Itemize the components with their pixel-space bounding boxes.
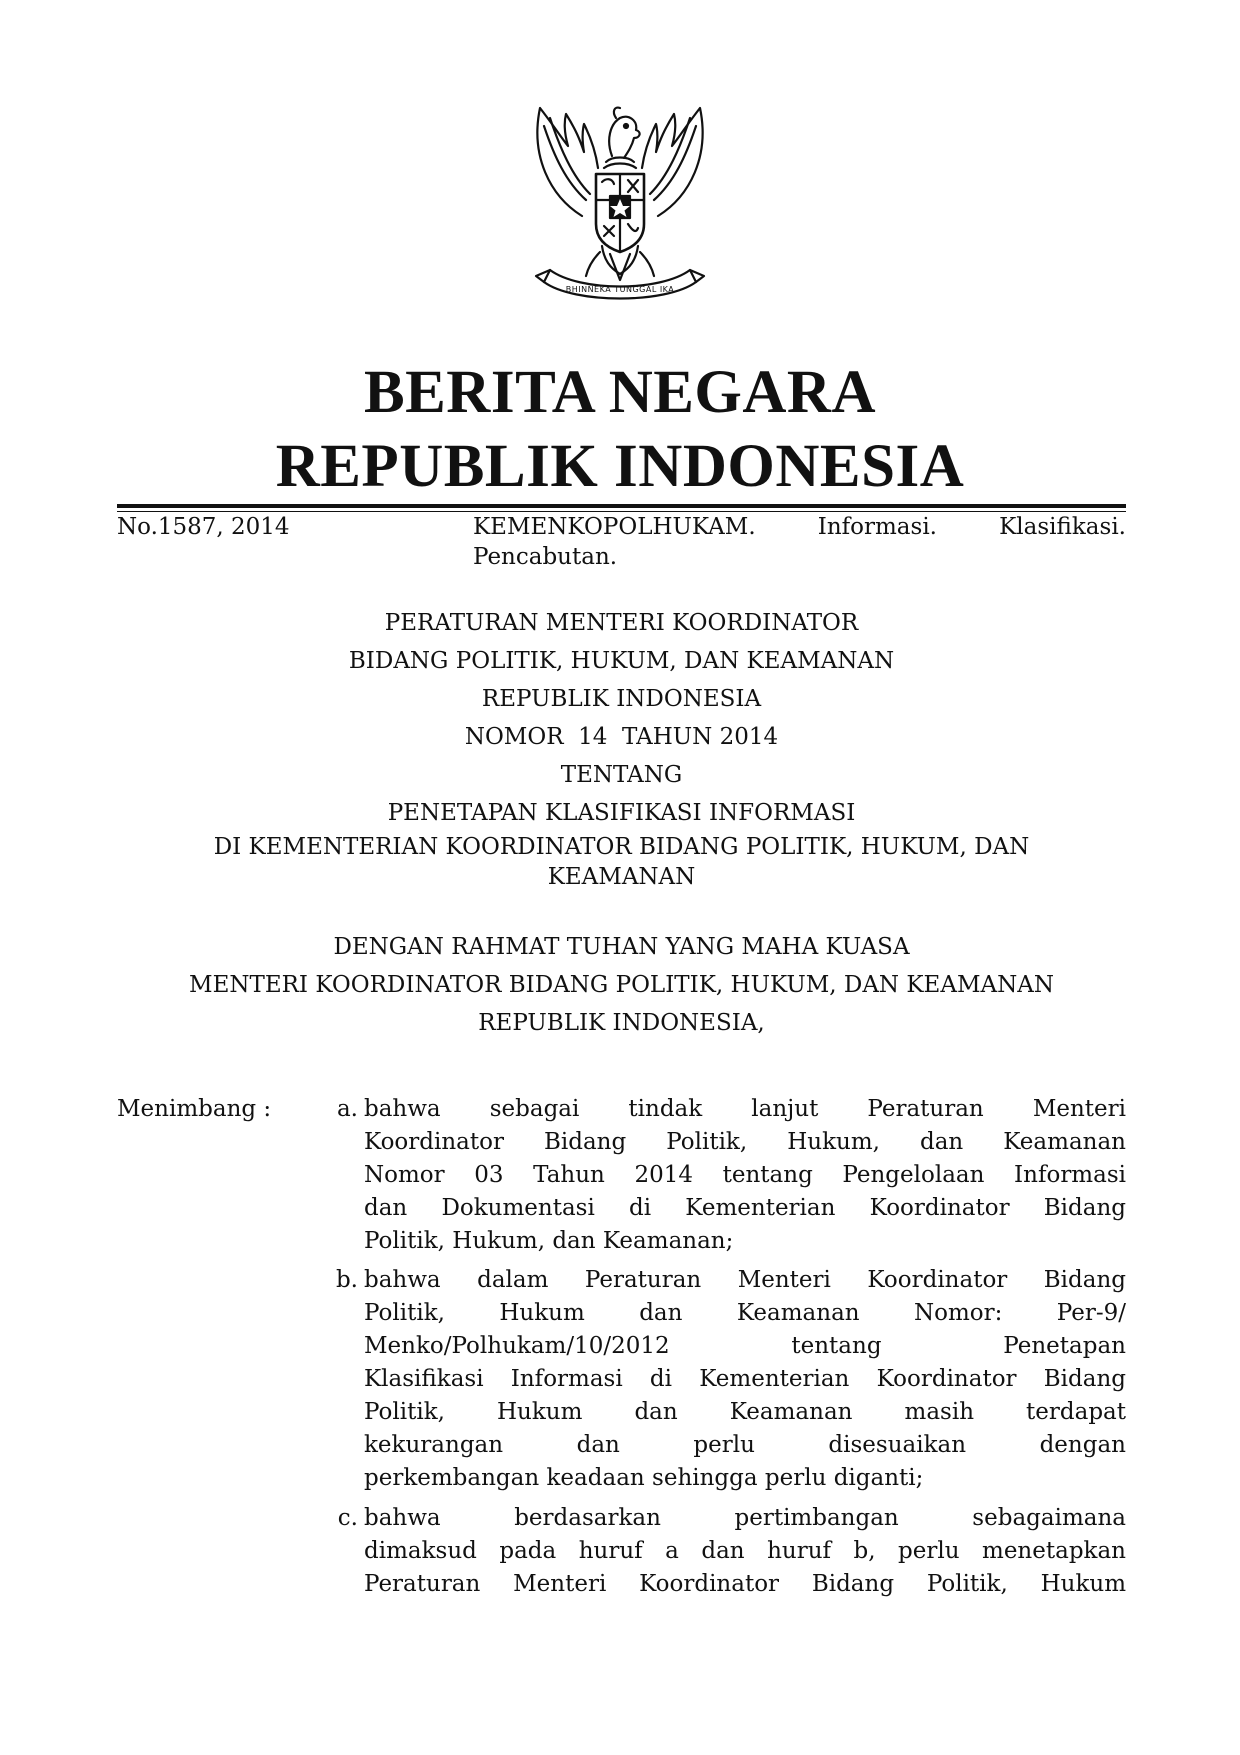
preamble-line: DENGAN RAHMAT TUHAN YANG MAHA KUASA — [333, 934, 910, 960]
regulation-line: BIDANG POLITIK, HUKUM, DAN KEAMANAN — [348, 648, 895, 674]
regulation-number: NOMOR 14 TAHUN 2014 — [464, 724, 779, 750]
item-text — [364, 1093, 1126, 1258]
menimbang-label: Menimbang : — [117, 1096, 272, 1122]
regulation-line: PENETAPAN KLASIFIKASI INFORMASI — [387, 800, 856, 826]
regulation-line: REPUBLIK INDONESIA — [481, 686, 762, 712]
item-line: Koordinator Bidang Politik, Hukum, dan Keamanan — [364, 1129, 1126, 1155]
gazette-subject — [473, 512, 1126, 572]
item-line: Klasifikasi Informasi di Kementerian Koordinator Bidang — [364, 1366, 1126, 1392]
regulation-line: DI KEMENTERIAN KOORDINATOR BIDANG POLITIK, HUKUM, DAN — [213, 834, 1030, 860]
item-line: kekurangan dan perlu disesuaikan dengan — [364, 1432, 1126, 1458]
item-line: bahwa dalam Peraturan Menteri Koordinator Bidang — [364, 1267, 1126, 1293]
item-text — [364, 1502, 1126, 1601]
regulation-line: KEAMANAN — [547, 864, 696, 890]
regulation-line: TENTANG — [560, 762, 683, 788]
menimbang-item-b — [318, 1264, 1126, 1495]
regulation-heading — [117, 604, 1126, 892]
item-line: Politik, Hukum dan Keamanan masih terdapat — [364, 1399, 1126, 1425]
garuda-emblem-icon — [520, 96, 720, 306]
item-line: bahwa sebagai tindak lanjut Peraturan Menteri — [364, 1096, 1126, 1122]
gazette-subject-line1: KEMENKOPOLHUKAM. Informasi. Klasifikasi. — [473, 514, 1126, 540]
gazette-title-line2: REPUBLIK INDONESIA — [275, 433, 965, 500]
item-line: dimaksud pada huruf a dan huruf b, perlu menetapkan — [364, 1538, 1126, 1564]
item-text — [364, 1264, 1126, 1495]
item-line: Menko/Polhukam/10/2012 tentang Penetapan — [364, 1333, 1126, 1359]
preamble-line: REPUBLIK INDONESIA, — [478, 1010, 765, 1036]
item-line: dan Dokumentasi di Kementerian Koordinator Bidang — [364, 1195, 1126, 1221]
item-letter: b. — [335, 1267, 358, 1293]
item-line: Nomor 03 Tahun 2014 tentang Pengelolaan Informasi — [364, 1162, 1126, 1188]
preamble-line: MENTERI KOORDINATOR BIDANG POLITIK, HUKUM, DAN KEAMANAN — [189, 972, 1054, 998]
menimbang-item-c — [318, 1502, 1126, 1601]
menimbang-item-a — [318, 1093, 1126, 1258]
regulation-line: PERATURAN MENTERI KOORDINATOR — [384, 610, 859, 636]
item-letter: a. — [336, 1096, 358, 1122]
header-divider — [117, 504, 1126, 508]
emblem-motto: BHINNEKA TUNGGAL IKA — [565, 285, 675, 294]
preamble — [117, 928, 1126, 1042]
item-line: Politik, Hukum dan Keamanan Nomor: Per-9/ — [364, 1300, 1126, 1326]
item-letter: c. — [337, 1505, 358, 1531]
gazette-subject-line2: Pencabutan. — [473, 544, 618, 570]
gazette-title-line1: BERITA NEGARA — [363, 359, 877, 426]
item-line: bahwa berdasarkan pertimbangan sebagaimana — [364, 1505, 1126, 1531]
item-line: perkembangan keadaan sehingga perlu diganti; — [364, 1465, 924, 1491]
gazette-number: No.1587, 2014 — [117, 514, 290, 540]
item-line: Politik, Hukum, dan Keamanan; — [364, 1228, 734, 1254]
item-line: Peraturan Menteri Koordinator Bidang Politik, Hukum — [364, 1571, 1126, 1597]
